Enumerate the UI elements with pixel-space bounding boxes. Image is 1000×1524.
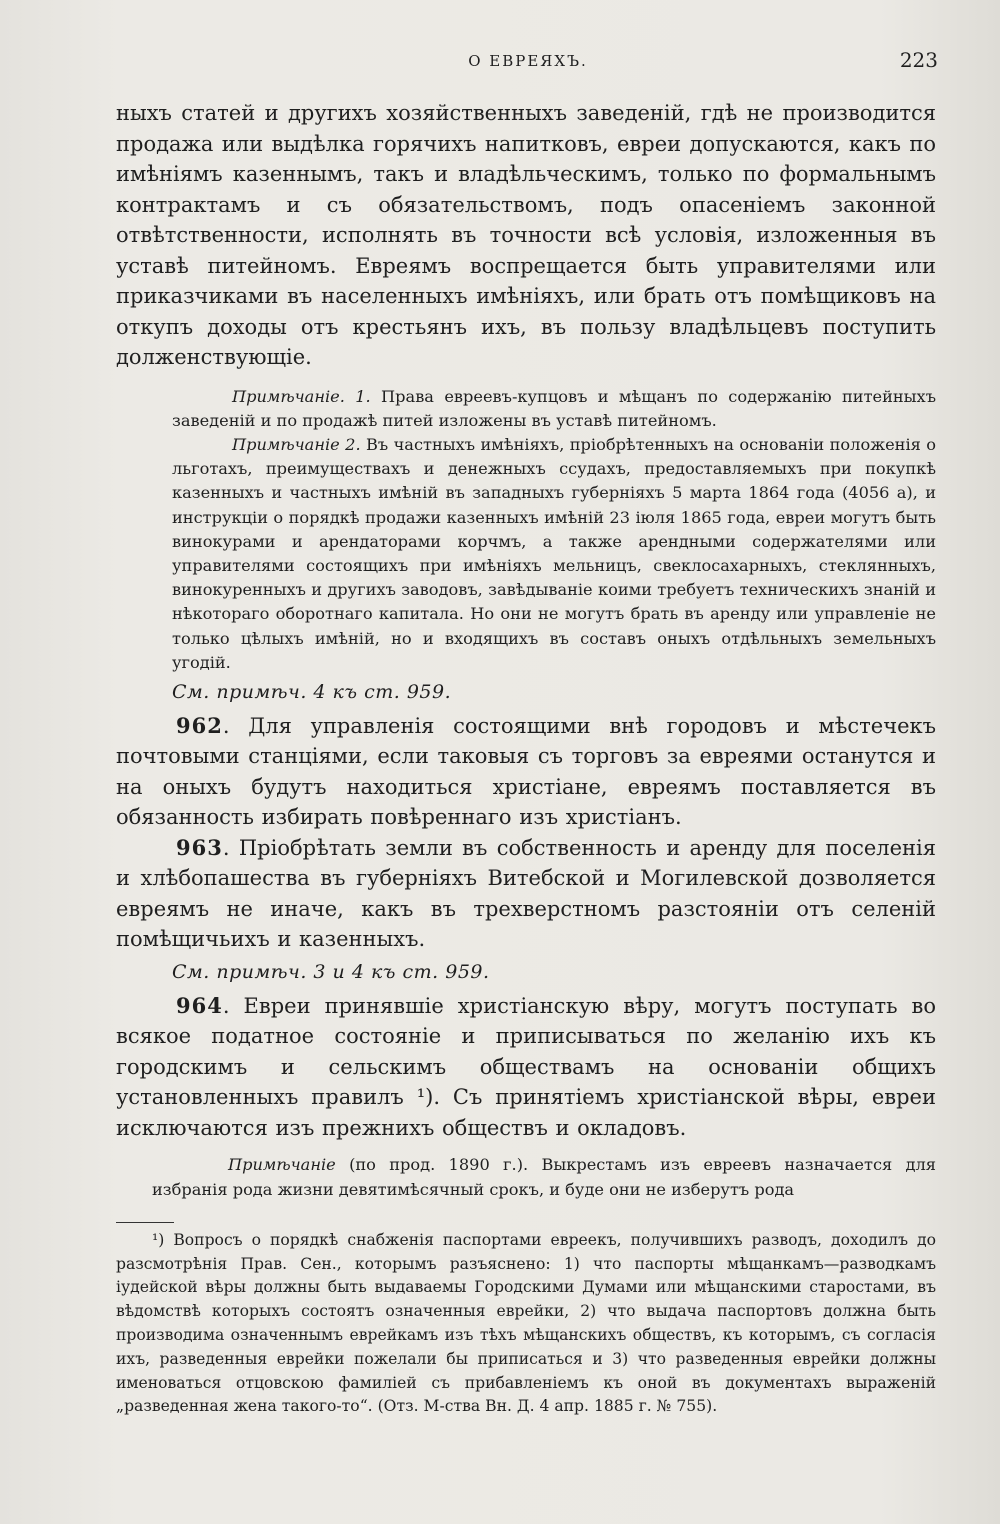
footnote-1: ¹) Вопросъ о порядкѣ снабженія паспортами еврeекъ, получившихъ разводъ, доходилъ до разсмотрѣнія Прав. Сен., которымъ разъяснено: 1) что паспорты мѣщанкамъ—разводкамъ іудейской вѣры должны быть выдаваемы Городскими Думами или мѣщанскими старостами, въ вѣдомствѣ которыхъ состоятъ означенныя еврейки, 2) что выдача паспортовъ должна быть производима означеннымъ еврейкамъ изъ тѣхъ мѣщанскихъ обществъ, къ которымъ, съ согласія ихъ, разведенныя еврейки пожелали бы приписаться и 3) что разведенныя еврейки должны именоваться отцовскою фамиліей съ прибавленіемъ къ оной въ документахъ выраженій „разведенная жена такого-то“. (Отз. М-ства Вн. Д. 4 апр. 1885 г. № 755). [116,1230,936,1416]
article-964-number: 964 [176,992,223,1018]
note-2 [172,433,936,675]
note-3 [152,1153,936,1201]
note-2-label: Примѣчаніе 2. [232,434,361,454]
cross-reference-1: См. примѣч. 4 къ ст. 959. [172,680,452,703]
note-1-label: Примѣчаніе. 1. [232,386,371,406]
article-962-number: 962 [176,712,223,738]
note-1 [172,385,936,433]
article-962-text: . Для управленія состоящими внѣ городовъ и мѣстечекъ почтовыми станціями, если таковыя съ торговъ за евреями останутся и на оныхъ будутъ находиться христіане, евреямъ поставляется въ обязанность избирать повѣреннаго изъ христіанъ. [116,713,936,830]
cross-reference-2: См. примѣч. 3 и 4 къ ст. 959. [172,960,490,983]
page-number: 223 [899,48,938,72]
article-963-number: 963 [176,834,223,860]
main-text [116,98,936,1419]
page-header [118,48,938,78]
article-964 [116,991,936,1144]
note-3-label: Примѣчаніе [228,1155,336,1175]
article-963 [116,833,936,955]
article-964-text: . Евреи принявшіе христіанскую вѣру, могутъ поступать во всякое податное состояніе и приписываться по желанію ихъ къ городскимъ и сельскимъ обществамъ на основаніи общихъ установленныхъ правилъ ¹). Съ принятіемъ христіанской вѣры, евреи исключаются изъ прежнихъ обществъ и окладовъ. [116,993,936,1140]
footnote-divider [116,1222,174,1223]
note-2-text: Въ частныхъ имѣніяхъ, пріобрѣтенныхъ на основаніи положенія о льготахъ, преимуществахъ и денежныхъ ссудахъ, предоставляемыхъ при покупкѣ казенныхъ и частныхъ имѣній въ западныхъ губерніяхъ 5 марта 1864 года (4056 а), и инструкціи о порядкѣ продажи казенныхъ имѣній 23 іюля 1865 года, евреи могутъ быть винокурами и арендаторами корчмъ, а также арендными содержателями или управителями состоящихъ при имѣніяхъ мельницъ, свеклосахарныхъ, стеклянныхъ, винокуренныхъ и другихъ заводовъ, завѣдываніе коими требуетъ техническихъ знаній и нѣкотораго оборотнаго капитала. Но они не могутъ брать въ аренду или управленіе не только цѣлыхъ имѣній, но и входящихъ въ составъ оныхъ отдѣльныхъ земельныхъ угодій. [172,434,936,672]
article-962 [116,711,936,833]
note-3-text: (по прод. 1890 г.). Выкрестамъ изъ евреевъ назначается для избранія рода жизни девятимѣсячный срокъ, и буде они не изберутъ рода [152,1155,936,1199]
running-title: О ЕВРЕЯХЪ. [468,52,588,70]
article-963-text: . Пріобрѣтать земли въ собственность и аренду для поселенія и хлѣбопашества въ губерніяхъ Витебской и Могилевской дозволяется евреямъ не иначе, какъ въ трехверстномъ разстояніи отъ селеній помѣщичьихъ и казенныхъ. [116,835,936,952]
paragraph-continuation: ныхъ статей и другихъ хозяйственныхъ заведеній, гдѣ не производится продажа или выдѣлка горячихъ напитковъ, евреи допускаются, какъ по имѣніямъ казеннымъ, такъ и владѣльческимъ, только по формальнымъ контрактамъ и съ обязательствомъ, подъ опасеніемъ законной отвѣтственности, исполнять въ точности всѣ условія, изложенныя въ уставѣ питейномъ. Евреямъ воспрещается быть управителями или приказчиками въ населенныхъ имѣніяхъ, или брать отъ помѣщиковъ на откупъ доходы отъ крестьянъ ихъ, въ пользу владѣльцевъ поступить долженствующіе. [116,101,936,369]
note-1-text: Права евреевъ-купцовъ и мѣщанъ по содержанію питейныхъ заведеній и по продажѣ питей изложены въ уставѣ питейномъ. [172,386,936,430]
